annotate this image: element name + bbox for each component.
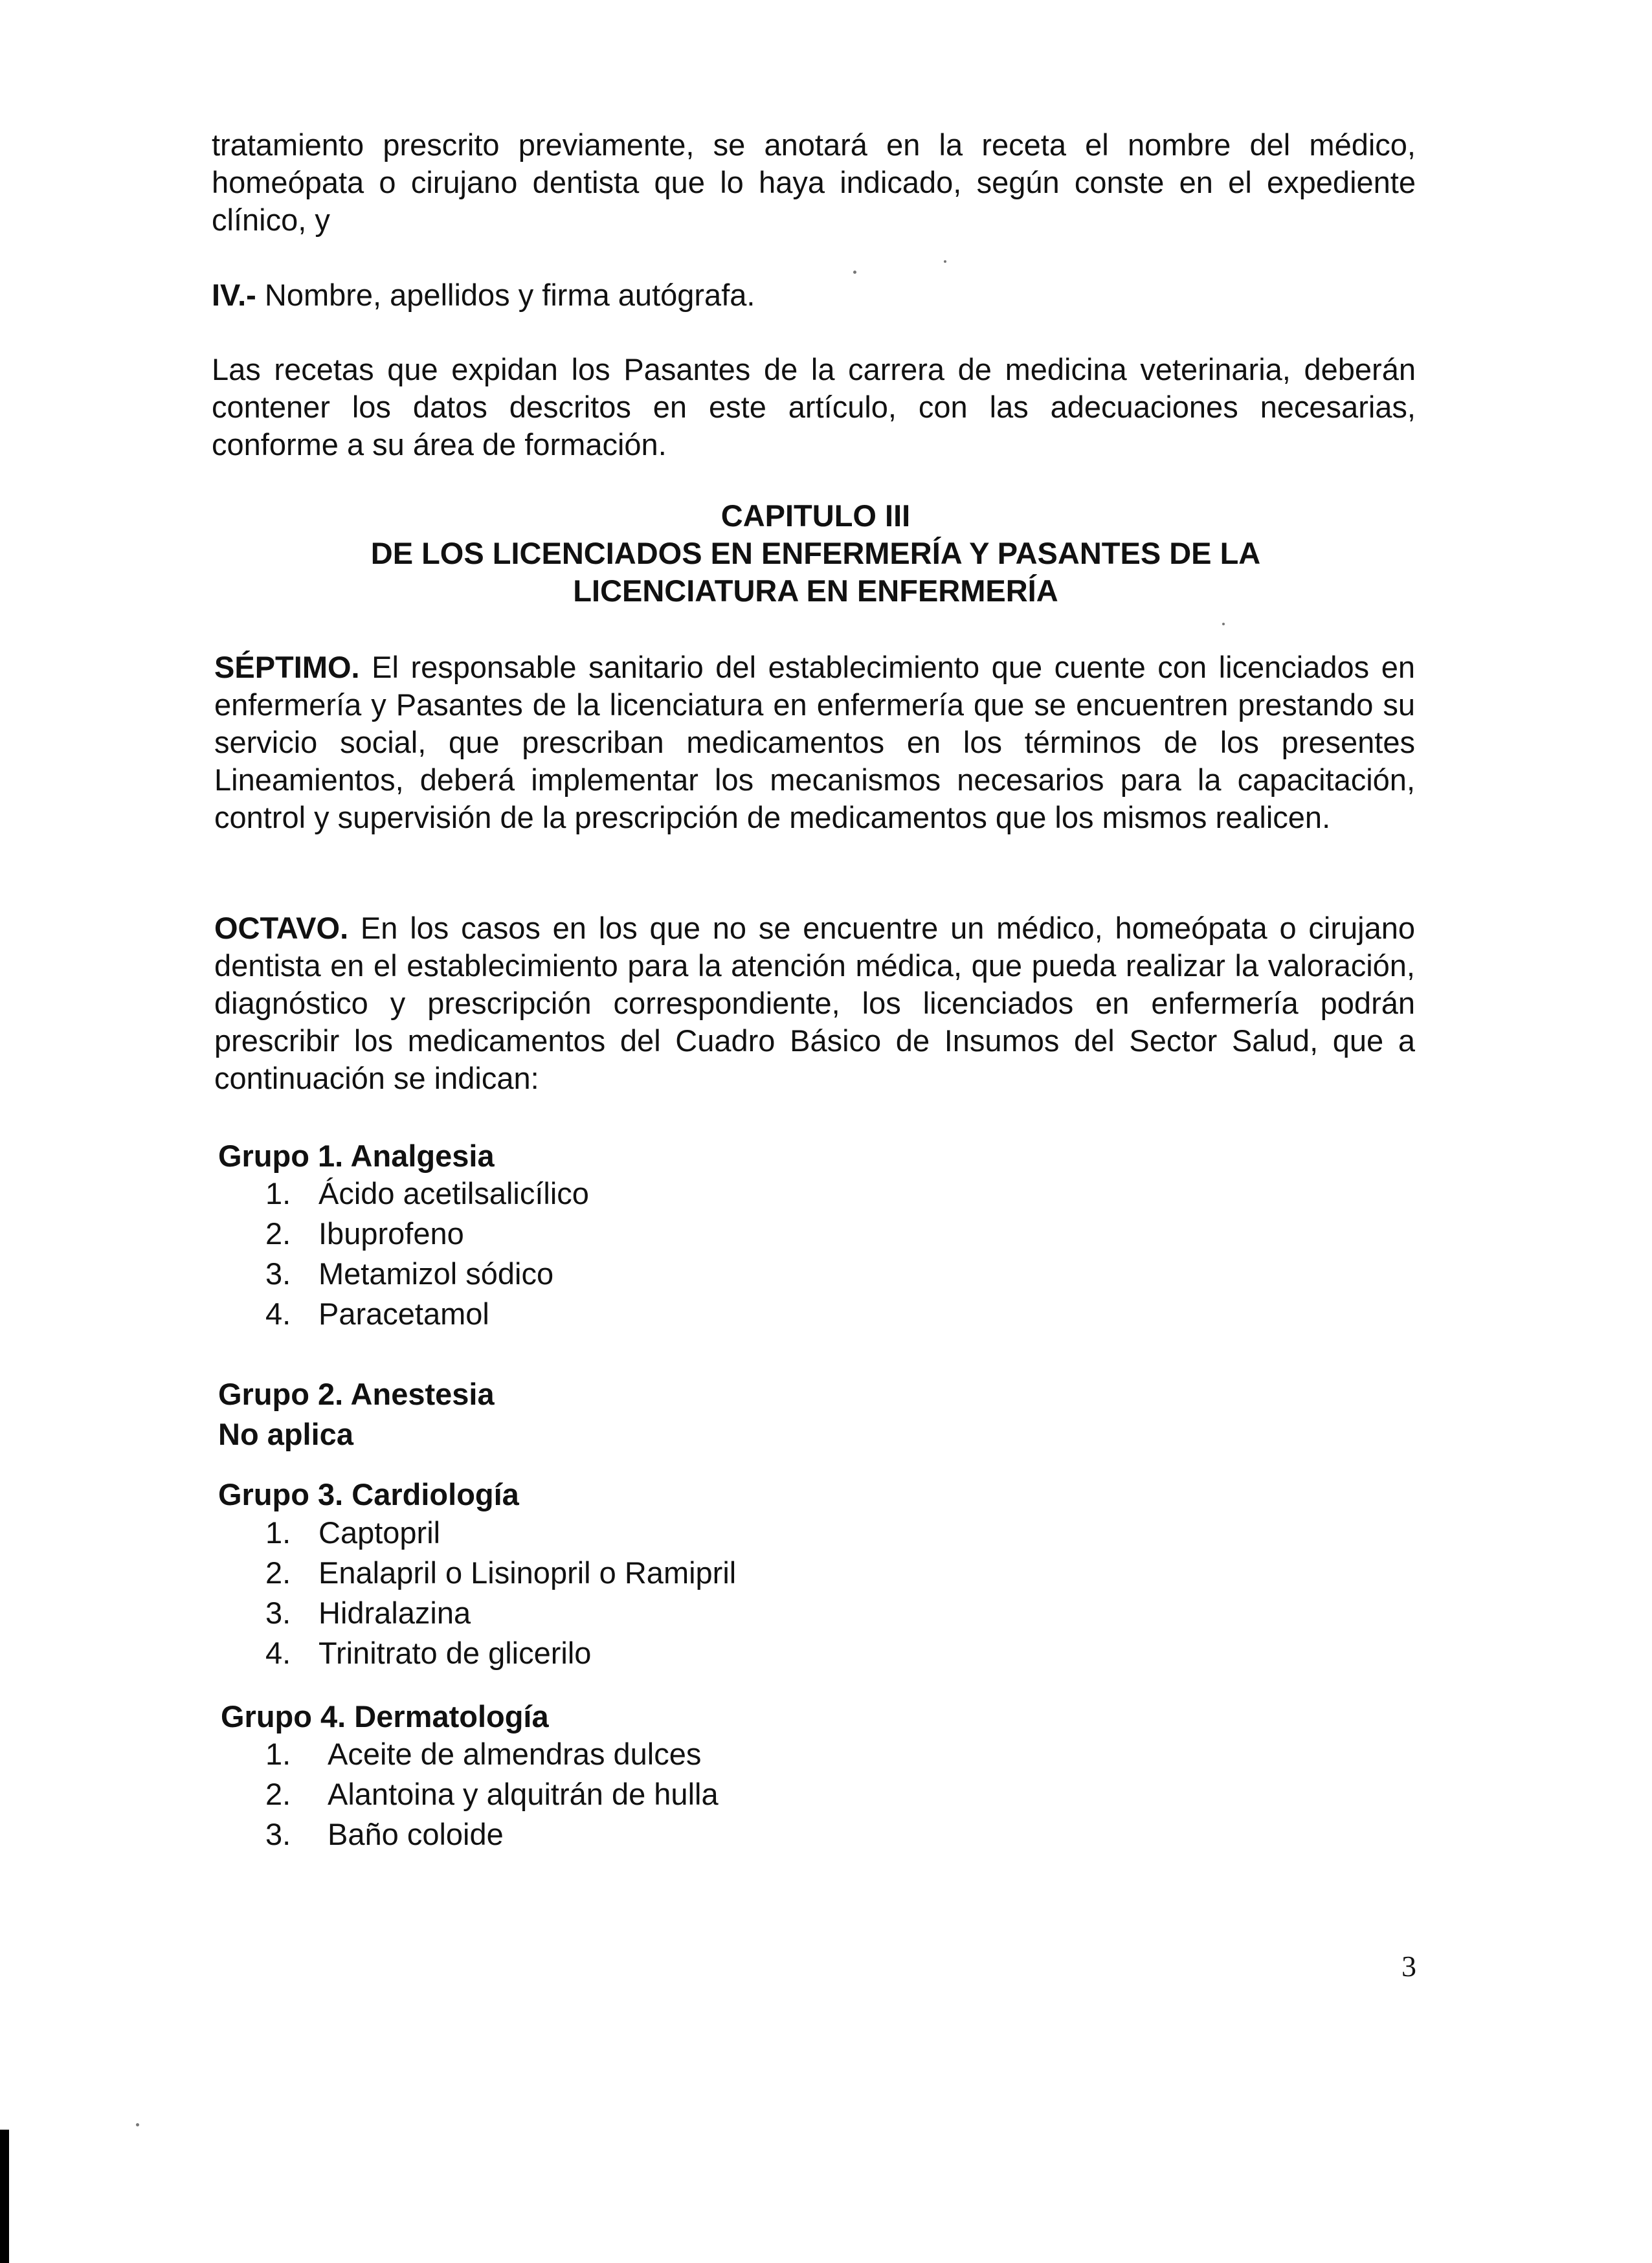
continuation-paragraph: tratamiento prescrito previamente, se anotará en la receta el nombre del médico, homeópata o cirujano dentista que lo haya indicado, según conste en el expediente clínico, y [212, 128, 1416, 237]
list-item: 3. Baño coloide [265, 1817, 504, 1851]
octavo-label: OCTAVO. [214, 911, 349, 945]
group-title: Grupo 1. Analgesia [218, 1139, 495, 1173]
chapter-title-line1: DE LOS LICENCIADOS EN ENFERMERÍA Y PASANTES DE LA [370, 536, 1261, 570]
scan-speck [136, 2123, 139, 2126]
pasantes-paragraph: Las recetas que expidan los Pasantes de la carrera de medicina veterinaria, deberán contener los datos descritos en este artículo, con las adecuaciones necesarias, conforme a su área de formación. [212, 352, 1416, 462]
list-item: 1. Captopril [265, 1515, 441, 1550]
item-iv [212, 276, 1416, 314]
group-title: Grupo 2. Anestesia [218, 1377, 495, 1411]
list-item: 2. Alantoina y alquitrán de hulla [265, 1777, 719, 1811]
septimo-paragraph [214, 649, 1415, 836]
group-title: Grupo 3. Cardiología [218, 1477, 519, 1511]
page-number: 3 [1401, 1950, 1416, 1983]
chapter-number: CAPITULO III [720, 498, 911, 533]
list-item: 3. Metamizol sódico [265, 1256, 554, 1291]
octavo-paragraph [214, 909, 1415, 1097]
group-subtitle: No aplica [218, 1417, 353, 1451]
item-iv-text: Nombre, apellidos y firma autógrafa. [256, 278, 755, 312]
list-item: 4. Paracetamol [265, 1297, 489, 1331]
list-item: 3. Hidralazina [265, 1596, 471, 1630]
list-item: 4. Trinitrato de glicerilo [265, 1636, 592, 1670]
octavo-text: En los casos en los que no se encuentre un médico, homeópata o cirujano dentista en el establecimiento para la atención médica, que pueda realizar la valoración, diagnóstico y prescripción correspondiente, los licenciados en enfermería podrán prescribir los medicamentos del Cuadro Básico de Insumos del Sector Salud, que a continuación se indican: [214, 911, 1415, 1095]
scan-speck [853, 271, 856, 274]
scan-speck [944, 260, 946, 263]
list-item: 2. Ibuprofeno [265, 1216, 464, 1251]
item-iv-label: IV.- [212, 278, 256, 312]
scan-edge-mark [0, 2130, 9, 2263]
group-title: Grupo 4. Dermatología [221, 1699, 549, 1733]
list-item: 1. Aceite de almendras dulces [265, 1737, 702, 1771]
scan-speck [1222, 623, 1225, 625]
list-item: 1. Ácido acetilsalicílico [265, 1176, 589, 1210]
chapter-title-line2: LICENCIATURA EN ENFERMERÍA [573, 574, 1058, 608]
septimo-text: El responsable sanitario del establecimiento que cuente con licenciados en enfermería y Pasantes de la licenciatura en enfermería que se encuentren prestando su servicio social, que prescriban medicamentos en los términos de los presentes Lineamientos, deberá implementar los mecanismos necesarios para la capacitación, control y supervisión de la prescripción de medicamentos que los mismos realicen. [214, 650, 1415, 834]
list-item: 2. Enalapril o Lisinopril o Ramipril [265, 1555, 737, 1590]
septimo-label: SÉPTIMO. [214, 650, 360, 684]
